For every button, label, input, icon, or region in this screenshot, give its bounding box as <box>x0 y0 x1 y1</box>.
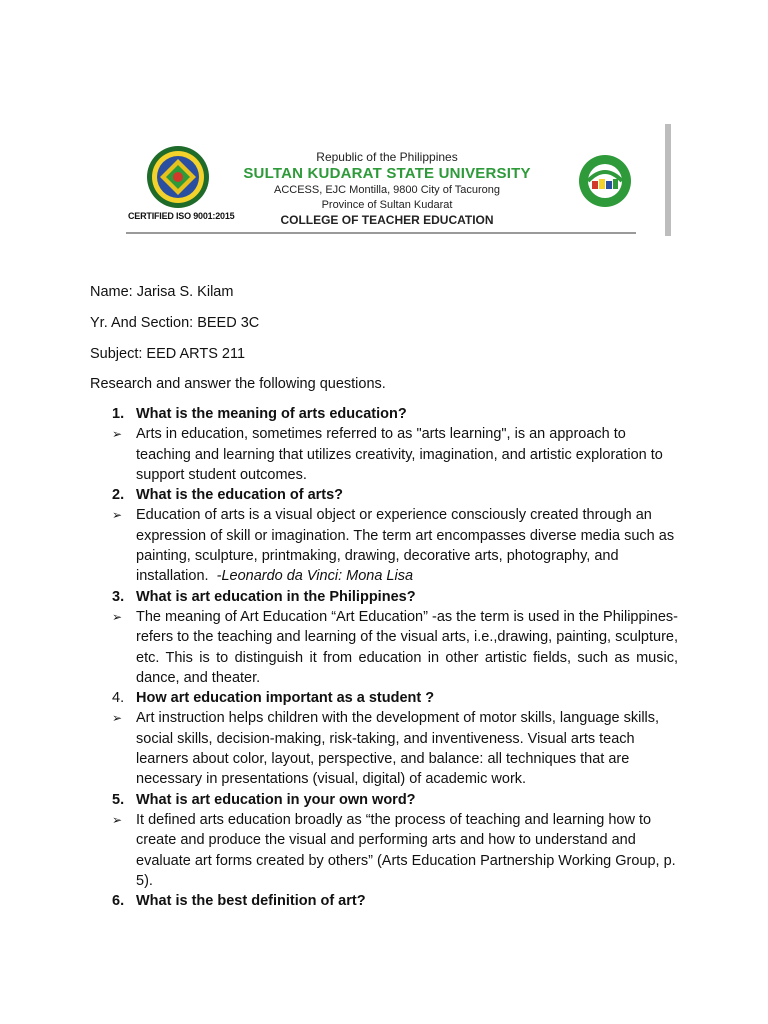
question-1 <box>90 404 678 424</box>
header-college: COLLEGE OF TEACHER EDUCATION <box>280 213 494 227</box>
answer-text: It defined arts education broadly as “the process of teaching and learning how to create and produce the visual and performing arts and how to understand and evaluate art forms created by others” (Arts Education Partnership Working Group, p. 5). <box>136 811 676 889</box>
university-seal-icon <box>146 145 210 209</box>
question-number: 6. <box>112 893 125 910</box>
question-number: 1. <box>112 406 125 422</box>
question-number: 4. <box>112 690 125 707</box>
page-edge-bar <box>665 124 671 236</box>
answer-text: Education of arts is a visual object or experience consciously created through an expression of skill or imagination. The term art encompasses diverse media such as painting, sculpture, printmaking, drawing, decorative arts, photography, and installation. <box>136 507 675 585</box>
question-4 <box>90 688 678 708</box>
question-3 <box>90 587 678 607</box>
question-number: 3. <box>112 588 125 605</box>
arrow-bullet-icon: ➢ <box>112 427 123 442</box>
arrow-bullet-icon: ➢ <box>112 508 123 523</box>
subject: Subject: EED ARTS 211 <box>90 346 246 362</box>
qa-list <box>90 404 678 911</box>
question-text: What is art education in the Philippines? <box>136 588 416 605</box>
student-section: Yr. And Section: BEED 3C <box>90 315 260 331</box>
question-text: What is the education of arts? <box>136 487 344 504</box>
iso-certification: CERTIFIED ISO 9001:2015 <box>128 211 235 221</box>
question-5 <box>90 790 678 810</box>
answer-5 <box>90 810 678 891</box>
header-province: Province of Sultan Kudarat <box>321 199 453 211</box>
header-divider <box>126 232 636 234</box>
question-2 <box>90 485 678 505</box>
answer-3 <box>90 607 678 688</box>
question-text: What is art education in your own word? <box>136 791 416 808</box>
answer-text: The meaning of Art Education “Art Education” -as the term is used in the Philippines-refers to the teaching and learning of the visual arts, i.e.,drawing, painting, sculpture, etc. This is to distinguish it from education in other artistic fields, such as music, dance, and theater. <box>136 608 678 686</box>
question-text: How art education important as a student ? <box>136 690 435 707</box>
header-country: Republic of the Philippines <box>316 150 458 164</box>
answer-text: Arts in education, sometimes referred to as "arts learning", is an approach to teaching and learning that utilizes creativity, imagination, and artistic exploration to support student outcomes. <box>136 426 663 483</box>
arrow-bullet-icon: ➢ <box>112 812 123 827</box>
header-university: SULTAN KUDARAT STATE UNIVERSITY <box>243 165 531 182</box>
question-6 <box>90 891 678 911</box>
answer-1 <box>90 424 678 485</box>
question-text: What is the meaning of arts education? <box>136 406 407 422</box>
answer-2 <box>90 505 678 586</box>
answer-text: Art instruction helps children with the development of motor skills, language skills, social skills, decision-making, risk-taking, and inventiveness. Visual arts teach learners about color, layout, perspective, and balance: all techniques that are necessary in presentations (visual, digital) of academic work. <box>136 710 660 788</box>
arrow-bullet-icon: ➢ <box>112 711 123 726</box>
student-name: Name: Jarisa S. Kilam <box>90 284 234 300</box>
arrow-bullet-icon: ➢ <box>112 609 123 624</box>
question-text: What is the best definition of art? <box>136 893 366 910</box>
university-header <box>222 149 552 228</box>
question-number: 2. <box>112 487 125 504</box>
question-number: 5. <box>112 791 125 808</box>
answer-citation: -Leonardo da Vinci: Mona Lisa <box>216 568 414 585</box>
answer-4 <box>90 708 678 789</box>
instruction: Research and answer the following questions. <box>90 376 386 392</box>
header-address: ACCESS, EJC Montilla, 9800 City of Tacurong <box>273 184 500 196</box>
college-logo-icon <box>578 151 632 211</box>
